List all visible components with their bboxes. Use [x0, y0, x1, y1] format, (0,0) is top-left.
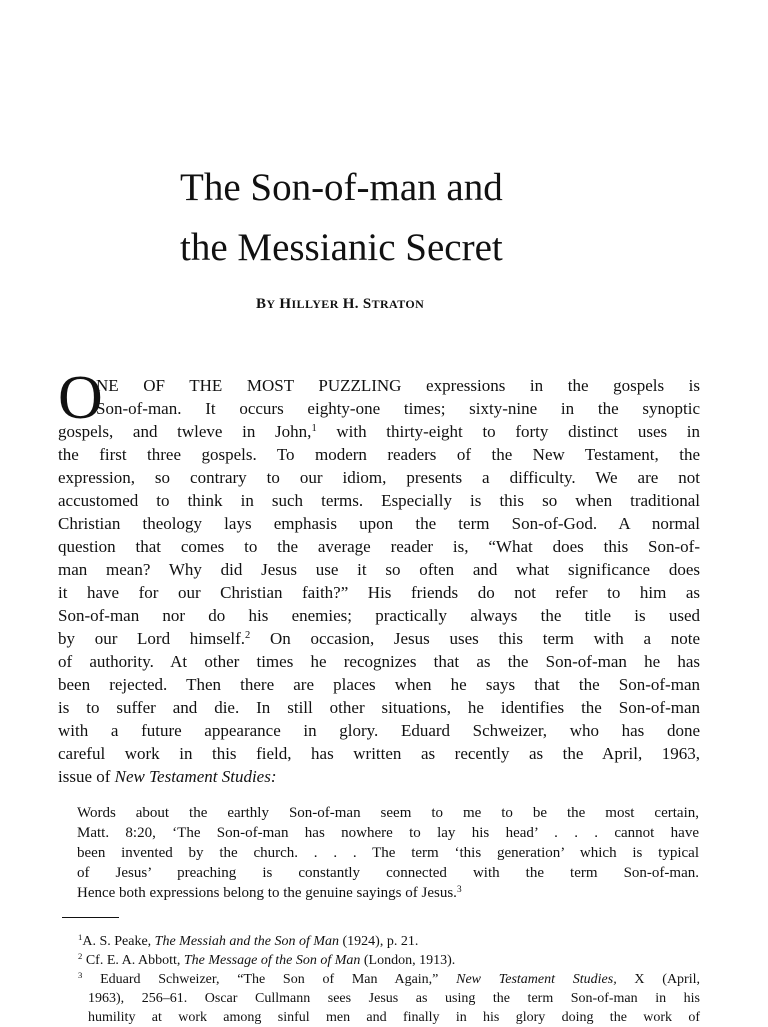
footnote-2	[78, 951, 700, 970]
article-title-line-2: the Messianic Secret	[180, 226, 503, 269]
body-line-4: the first three gospels. To modern readers of the New Testament, the	[58, 445, 700, 464]
byline-last-cap: S	[362, 296, 372, 312]
quote-line-2: Matt. 8:20, ‘The Son-of-man has nowhere to lay his head’ . . . cannot have	[77, 825, 699, 841]
footnotes	[78, 932, 700, 1027]
body-paragraph	[58, 420, 700, 788]
byline-initial: H.	[342, 296, 359, 312]
quote-line-3: been invented by the church. . . . The term ‘this generation’ which is typical	[77, 845, 699, 861]
body-line-8: question that comes to the average reader is, “What does this Son-of-	[58, 537, 700, 556]
byline-first-cap: H	[279, 296, 292, 312]
footnote-1-title: The Messiah and the Son of Man	[154, 934, 339, 949]
byline-last-rest: TRATON	[371, 297, 425, 311]
block-quote	[77, 803, 699, 903]
body-line-17: careful work in this field, has written as recently as the April, 1963,	[58, 744, 700, 763]
body-line-18-a: issue of	[58, 767, 115, 786]
body-line-12	[58, 627, 700, 650]
footnote-divider	[62, 917, 119, 918]
body-line-2: Son-of-man. It occurs eighty-one times; sixty-nine in the synoptic	[96, 399, 700, 418]
body-line-13: of authority. At other times he recognizes that as the Son-of-man he has	[58, 652, 700, 671]
footnote-2-b: (London, 1913).	[360, 953, 456, 968]
byline-first-rest: ILLYER	[291, 297, 339, 311]
author-byline	[256, 296, 424, 313]
footnote-3-journal: New Testament Studies,	[456, 972, 617, 987]
byline-prefix-rest: Y	[266, 297, 276, 311]
footnote-2-title: The Message of the Son of Man	[183, 953, 361, 968]
body-line-3-a: gospels, and twleve in John,	[58, 422, 312, 441]
quote-line-5	[77, 883, 699, 903]
footnote-1-a: A. S. Peake,	[82, 934, 155, 949]
quote-line-1: Words about the earthly Son-of-man seem to me to be the most certain,	[77, 805, 699, 821]
quote-line-4: of Jesus’ preaching is constantly connected with the term Son-of-man.	[77, 865, 699, 881]
body-line-6: accustomed to think in such terms. Especially is this so when traditional	[58, 491, 700, 510]
body-line-1: NE OF THE MOST PUZZLING expressions in the gospels is	[96, 376, 700, 395]
body-line-16: with a future appearance in glory. Eduard Schweizer, who has done	[58, 721, 700, 740]
footnote-ref-1: 1	[311, 423, 317, 435]
footnote-3-line-2: 1963), 256–61. Oscar Cullmann sees Jesus as using the term Son-of-man in his	[88, 991, 700, 1006]
footnote-ref-2: 2	[245, 630, 251, 642]
body-line-11: Son-of-man nor do his enemies; practically always the title is used	[58, 606, 700, 625]
body-line-3-b: with thirty-eight to forty distinct uses in	[316, 422, 701, 441]
journal-title: New Testament Studies:	[114, 767, 277, 786]
footnote-3-b: X (April,	[616, 972, 700, 987]
body-line-7: Christian theology lays emphasis upon the term Son-of-God. A normal	[58, 514, 700, 533]
body-line-12-b: On occasion, Jesus uses this term with a note	[250, 629, 700, 648]
footnote-ref-3: 3	[456, 884, 462, 895]
byline-prefix-cap: B	[256, 296, 267, 312]
quote-line-5-text: Hence both expressions belong to the genuine sayings of Jesus.	[77, 885, 457, 901]
drop-cap: O	[58, 364, 103, 432]
body-line-14: been rejected. Then there are places when he says that the Son-of-man	[58, 675, 700, 694]
footnote-2-a: Cf. E. A. Abbott,	[82, 953, 184, 968]
footnote-3	[78, 970, 700, 989]
footnote-1-b: (1924), p. 21.	[339, 934, 419, 949]
body-line-12-a: by our Lord himself.	[58, 629, 246, 648]
footnote-3-a: Eduard Schweizer, “The Son of Man Again,”	[82, 972, 457, 987]
footnote-1-number: 1	[78, 932, 83, 943]
body-line-15: is to suffer and die. In still other situations, he identifies the Son-of-man	[58, 698, 700, 717]
footnote-2-number: 2	[78, 951, 83, 962]
body-line-10: it have for our Christian faith?” His friends do not refer to him as	[58, 583, 700, 602]
footnote-3-line-3: humility at work among sinful men and finally in his glory doing the work of	[88, 1010, 700, 1025]
footnote-1	[78, 932, 700, 951]
article-title-line-1: The Son-of-man and	[180, 166, 503, 209]
footnote-3-number: 3	[78, 970, 83, 981]
body-line-5: expression, so contrary to our idiom, presents a difficulty. We are not	[58, 468, 700, 487]
body-line-9: man mean? Why did Jesus use it so often and what significance does	[58, 560, 700, 579]
body-line-3	[58, 420, 700, 443]
body-line-18	[58, 765, 700, 788]
